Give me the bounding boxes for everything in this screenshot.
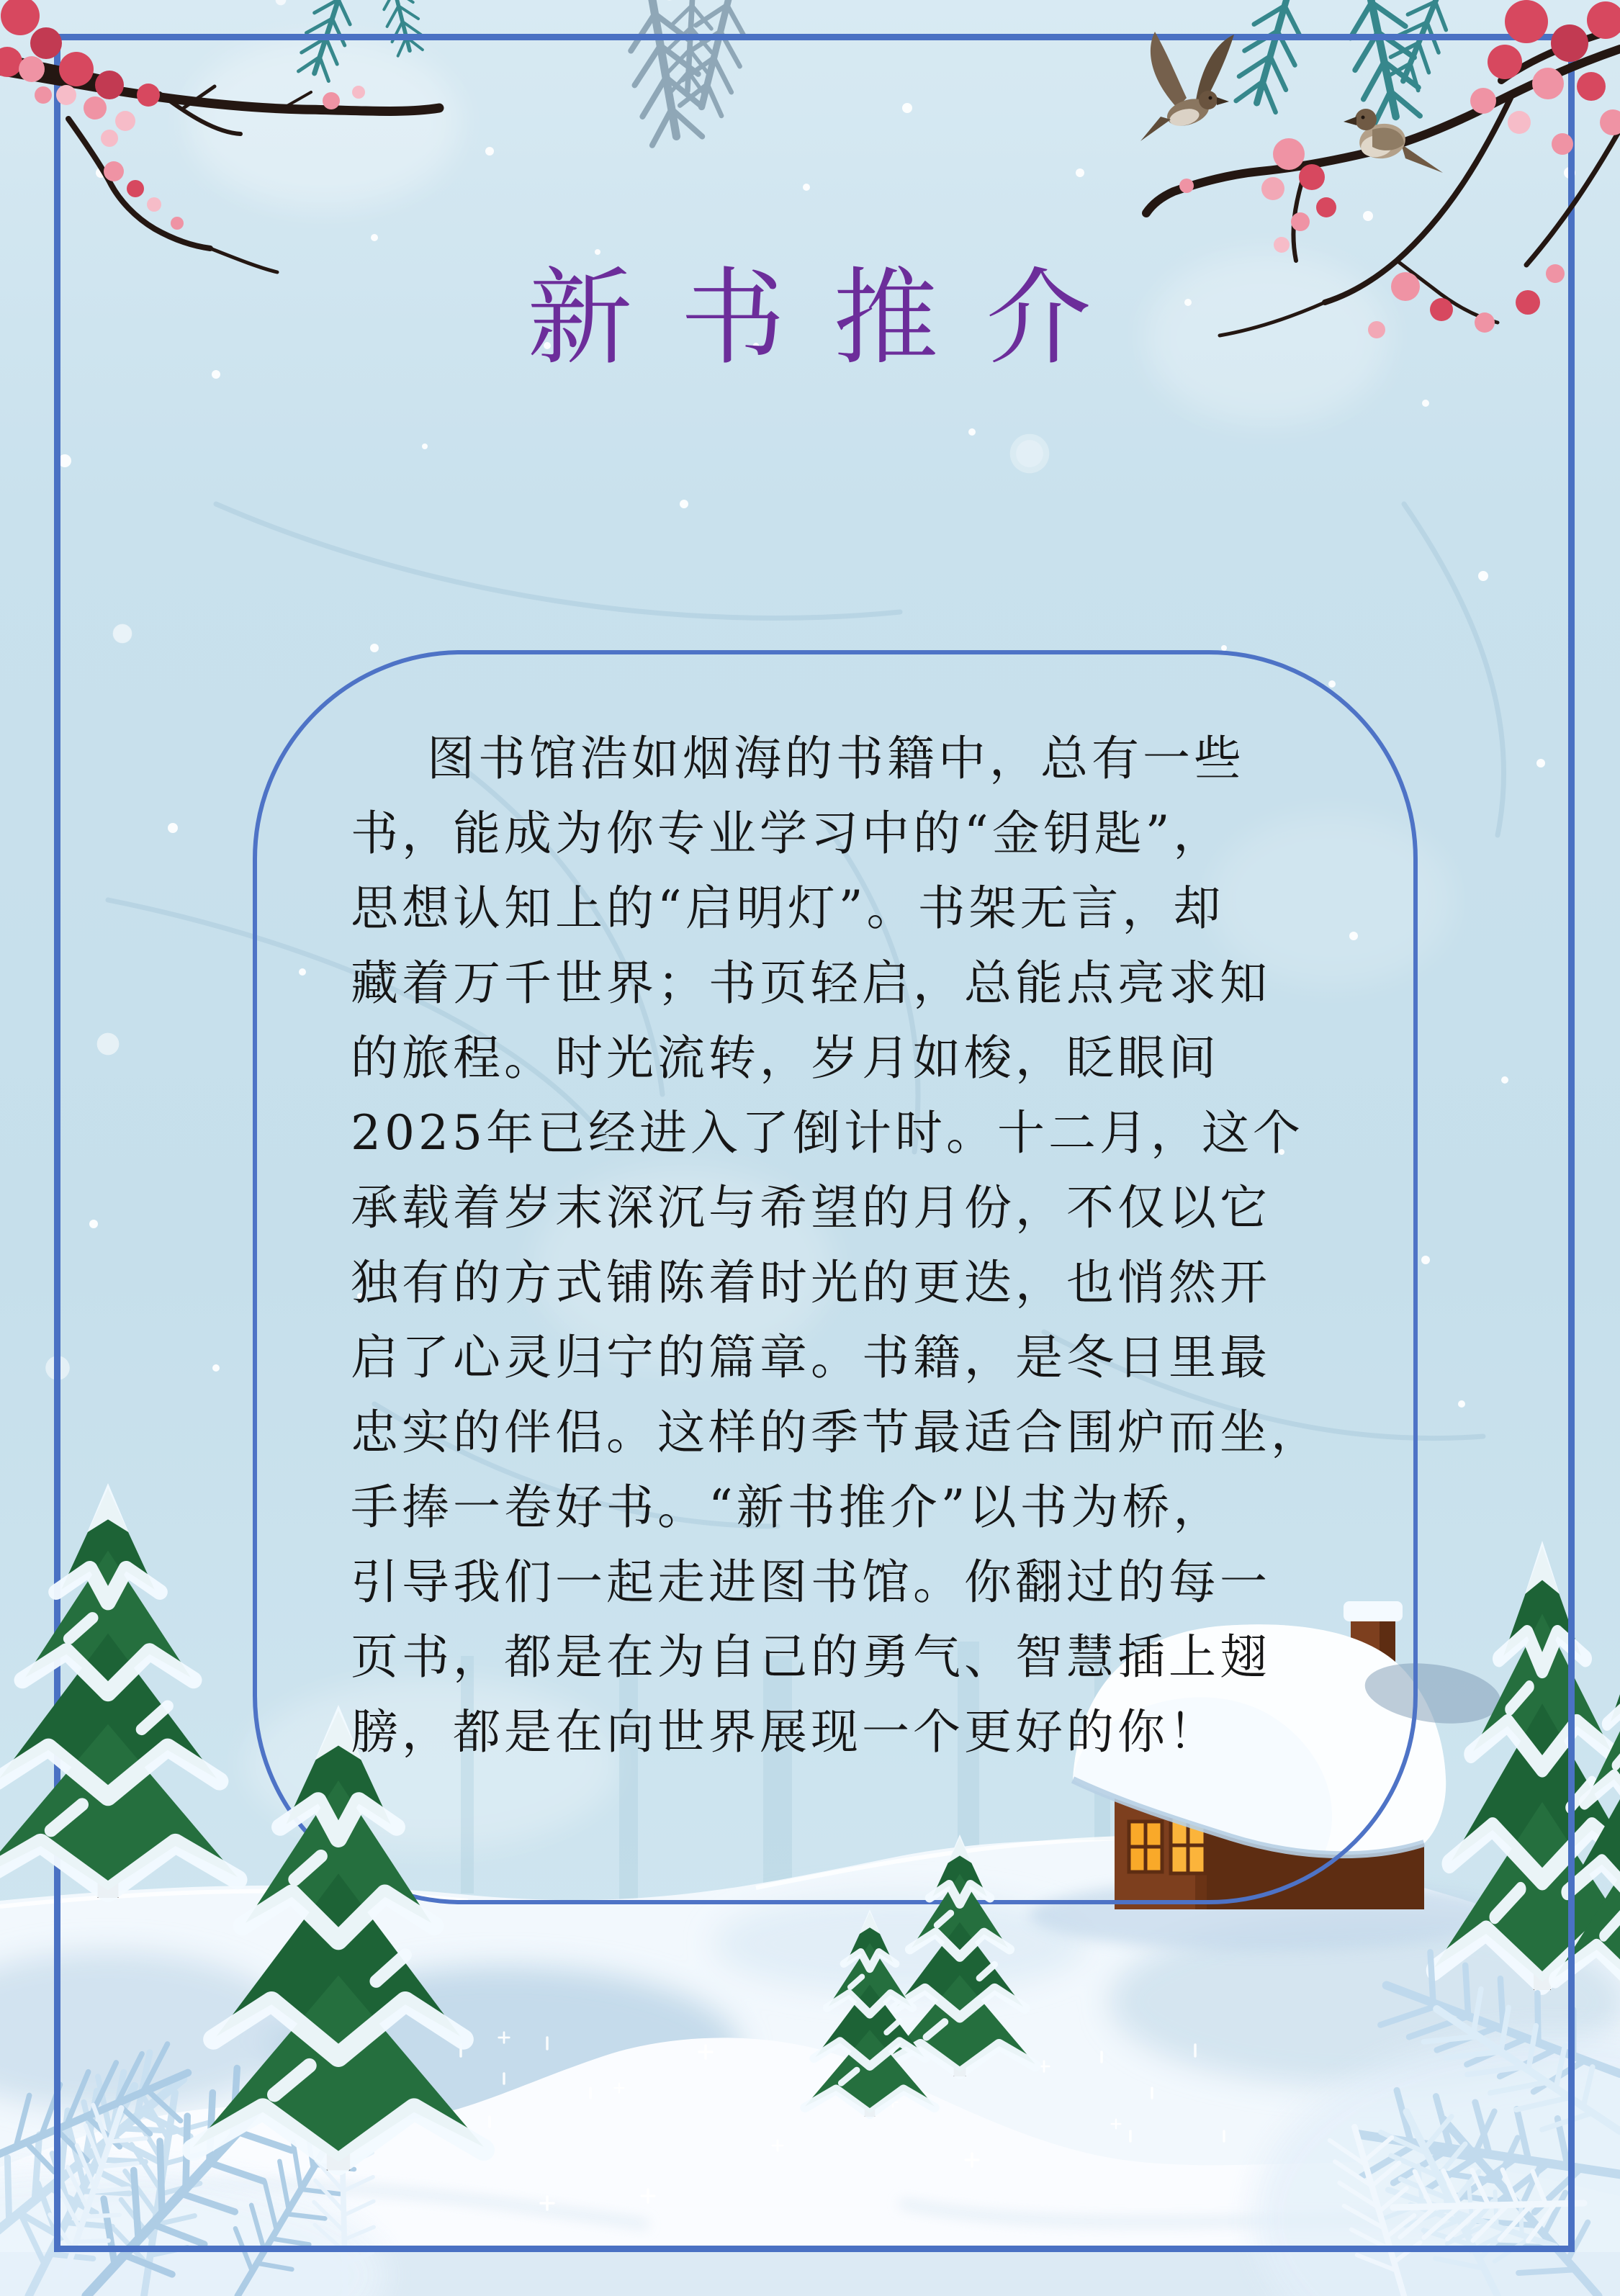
plum-branch-icon: [0, 0, 439, 272]
paragraph-line: 忠实的伴侣。这样的季节最适合围炉而坐，: [351, 1405, 1322, 1460]
paragraph-line: 书，能成为你专业学习中的“金钥匙”，: [351, 806, 1225, 861]
paragraph-line: 图书馆浩如烟海的书籍中，总有一些: [427, 731, 1245, 786]
paragraph-line: 独有的方式铺陈着时光的更迭，也悄然开: [351, 1255, 1271, 1310]
paragraph-line: 页书，都是在为自己的勇气、智慧插上翅: [351, 1629, 1271, 1685]
plum-blossom-icon: [0, 0, 365, 230]
intro-paragraph: [351, 721, 1359, 1770]
paragraph-line: 藏着万千世界；书页轻启，总能点亮求知: [351, 955, 1271, 1011]
bird-icon: [1344, 109, 1443, 173]
bird-icon: [1140, 32, 1234, 141]
paragraph-line: 2025年已经进入了倒计时。十二月，这个: [351, 1105, 1304, 1161]
paragraph-line: 手捧一卷好书。“新书推介”以书为桥，: [351, 1480, 1225, 1535]
page-title: 新 书 推 介: [527, 257, 1093, 379]
paragraph-line: 膀，都是在向世界展现一个更好的你！: [351, 1704, 1220, 1760]
paragraph-line: 的旅程。时光流转，岁月如梭，眨眼间: [351, 1030, 1220, 1086]
paragraph-line: 思想认知上的“启明灯”。书架无言，却: [351, 881, 1225, 936]
paragraph-line: 引导我们一起走进图书馆。你翻过的每一: [351, 1554, 1271, 1610]
paragraph-line: 承载着岁末深沉与希望的月份，不仅以它: [351, 1180, 1271, 1235]
paragraph-line: 启了心灵归宁的篇章。书籍，是冬日里最: [351, 1330, 1271, 1385]
